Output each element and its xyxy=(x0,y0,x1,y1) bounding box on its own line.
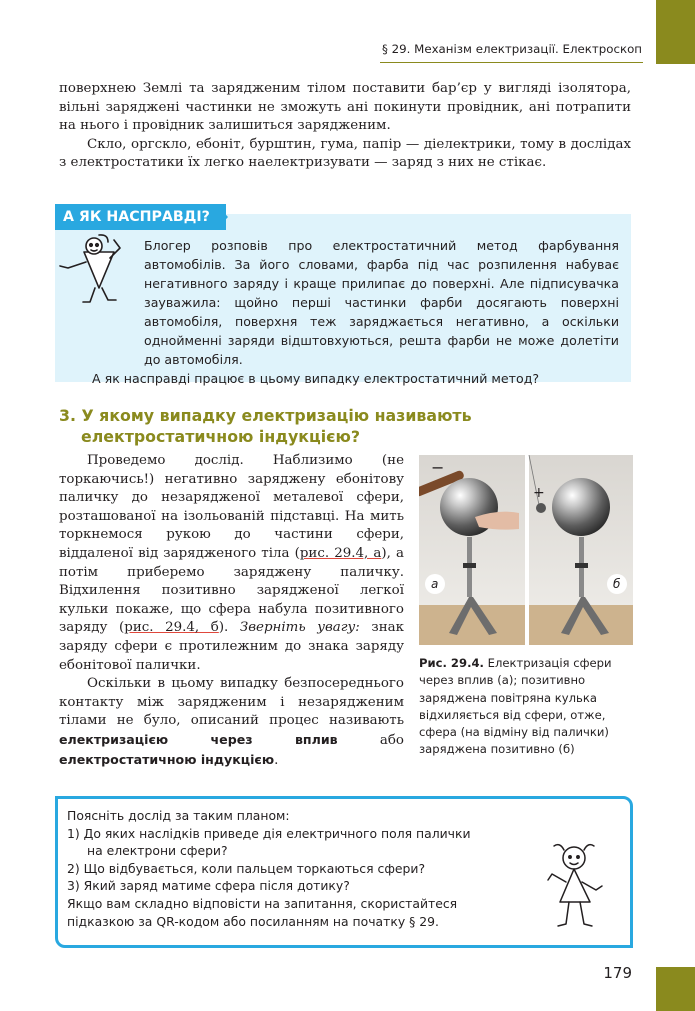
task-intro: Поясніть дослід за таким планом: xyxy=(67,808,290,823)
body-p2-part-a: Оскільки в цьому випадку безпосереднього контакту між зарядженим і незарядженим тілами не було, описаний процес називають xyxy=(59,676,404,729)
section-heading xyxy=(59,405,619,447)
task-question-3: 3) Який заряд матиме сфера після дотику? xyxy=(67,878,350,894)
note-label: Зверніть увагу: xyxy=(239,620,360,636)
figure-29-4 xyxy=(419,455,633,645)
body-p1-part-d: знак заряду сфери є протилежним до знака заряду ебонітової палички. xyxy=(59,620,404,673)
intro-paragraph-1: поверхнею Землі та зарядженим тілом поставити бар’єр у вигляді ізолятора, вільні заряджені частинки не зможуть ані покинути провідник, ані потрапити на нього і провідник залишиться зарядженим. xyxy=(59,81,631,134)
intro-text xyxy=(59,80,631,173)
body-paragraph-2 xyxy=(59,675,404,770)
callout-text xyxy=(64,236,619,388)
task-question-2: 2) Що відбувається, коли пальцем торкаються сфери? xyxy=(67,860,426,876)
callout-tag-arrow xyxy=(216,204,228,230)
intro-paragraph-2: Скло, оргскло, ебоніт, бурштин, гума, папір — діелектрики, тому в дослідах з електростатики їх легко наелектризувати — заряд з них не стікає. xyxy=(59,136,631,171)
figure-ref-b-link[interactable]: рис. 29.4, б xyxy=(124,620,219,636)
label-b: б xyxy=(613,577,621,591)
body-p1-part-c: ). xyxy=(218,620,240,636)
callout-question: А як насправді працює в цьому випадку електростатичний метод? xyxy=(92,371,540,386)
plus-sign: + xyxy=(533,485,545,501)
task-hint-line-1: Якщо вам складно відповісти на запитання, скористайтеся xyxy=(67,895,458,911)
section-title-line-2: електростатичною індукцією? xyxy=(81,427,361,446)
running-header-title: § 29. Механізм електризації. Електроскоп xyxy=(381,42,642,56)
panel-b-photo xyxy=(529,455,633,645)
task-hint-line-2: підказкою за QR-кодом або посиланням на початку § 29. xyxy=(67,913,439,929)
callout-tag: А ЯК НАСПРАВДІ? xyxy=(55,204,226,230)
task-text xyxy=(67,807,497,930)
label-a: а xyxy=(431,577,439,591)
figure-caption-text: Електризація сфери через вплив (а); позитивно заряджена повітряна кулька відхиляється від сфери, отже, сфера (на відміну від палички) заряджена позитивно (б) xyxy=(419,656,612,757)
panel-a-photo xyxy=(419,455,525,645)
header-color-tab xyxy=(656,0,695,64)
section-number: 3. xyxy=(59,406,76,425)
term-electrization-by-influence: електризацією через вплив xyxy=(59,731,338,747)
section-title-line-1: У якому випадку електризацію називають xyxy=(81,406,472,425)
header-rule xyxy=(380,62,643,63)
footer-color-tab xyxy=(656,967,695,1011)
term-electrostatic-induction: електростатичною індукцією xyxy=(59,751,275,767)
body-text xyxy=(59,452,404,770)
figure-caption xyxy=(419,655,633,759)
figure-caption-label: Рис. 29.4. xyxy=(419,656,484,670)
body-p2-part-c: . xyxy=(274,752,279,768)
page-number: 179 xyxy=(603,964,632,982)
callout-story: Блогер розповів про електростатичний метод фарбування автомобілів. За його словами, фарба під час розпилення набуває негативного заряду і краще прилипає до поверхні. Але підписувачка зауважила: щойно перші частинки фарби досягають поверхні автомобіля, поверхня теж заряджається негативно, а оскільки однойменні заряди відштовхуються, решта фарби не може долетіти до автомобіля. xyxy=(144,238,619,367)
girl-character-icon xyxy=(540,838,610,934)
figure-ref-a-link[interactable]: рис. 29.4, а xyxy=(299,545,382,561)
body-paragraph-1 xyxy=(59,452,404,675)
body-p1-part-b: ), а потім приберемо заряджену паличку. Відхилення позитивно зарядженої легкої кульки покаже, що сфера набула позитивного заряду ( xyxy=(59,545,404,636)
body-p1-part-a: Проведемо дослід. Наблизимо (не торкаючись!) негативно заряджену ебонітову паличку до незарядженої металевої сфери, розташованої на ізольованій підставці. На мить торкнемося рукою до частини сфери, віддаленої від зарядженого тіла ( xyxy=(59,453,404,561)
minus-sign: − xyxy=(431,458,445,477)
task-question-1-line-1: 1) До яких наслідків приведе дія електричного поля палички xyxy=(67,825,471,841)
body-p2-part-b: або xyxy=(337,732,404,748)
task-question-1-line-2: на електрони сфери? xyxy=(87,843,228,859)
